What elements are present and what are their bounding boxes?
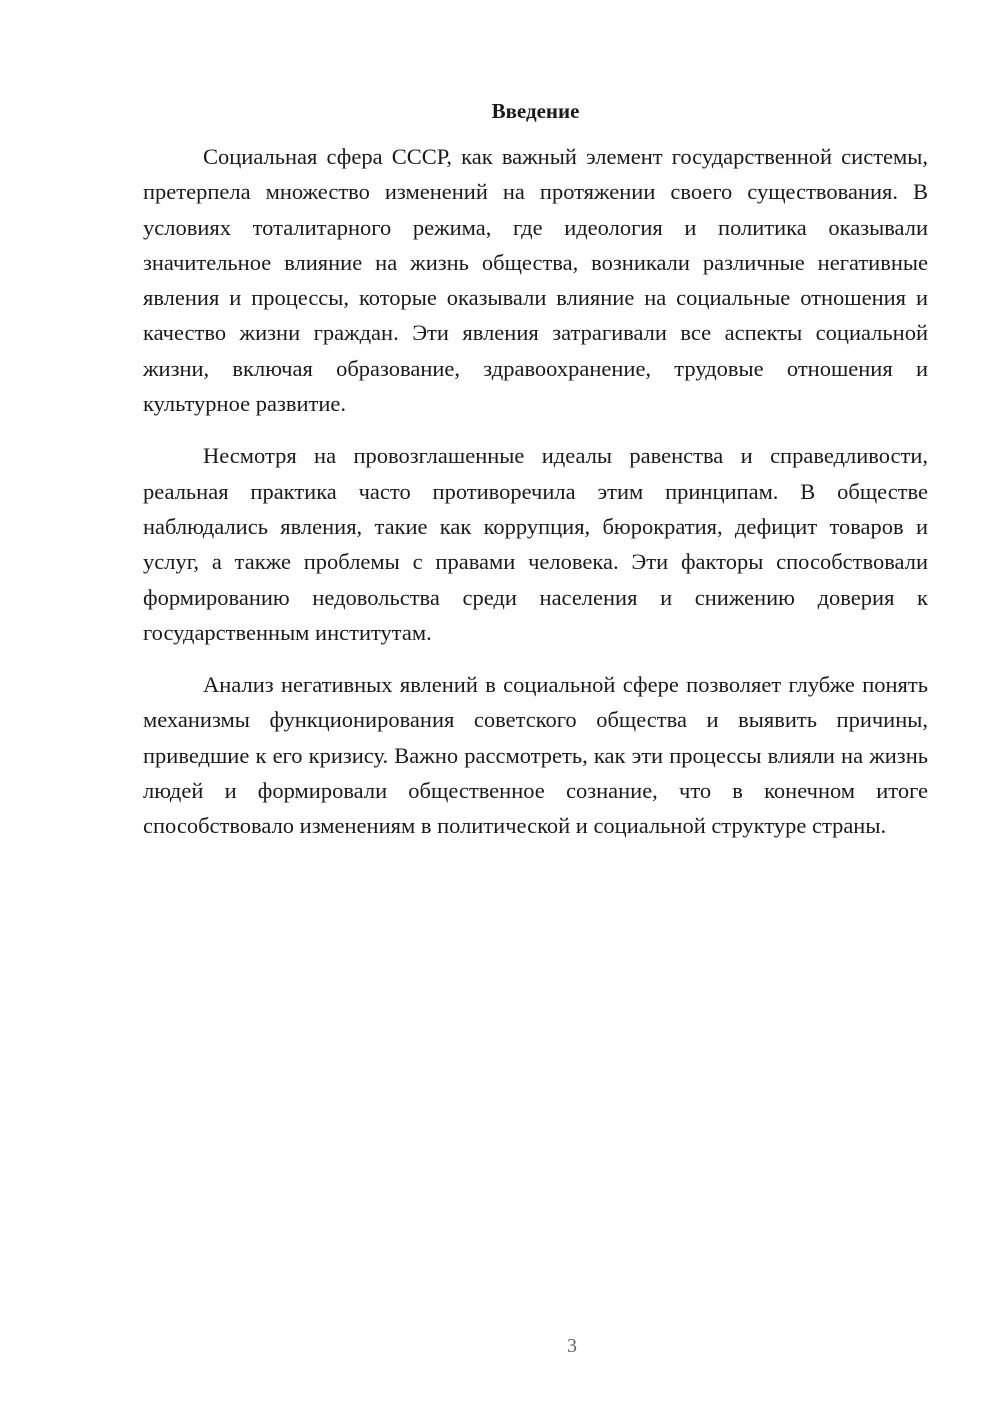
paragraph-1: Социальная сфера СССР, как важный элемент государственной системы, претерпела множество изменений на протяжении своего существования. В условиях тоталитарного режима, где идеология и политика оказывали значительное влияние на жизнь общества, возникали различные негативные явления и процессы, которые оказывали влияние на социальные отношения и качество жизни граждан. Эти явления затрагивали все аспекты социальной жизни, включая образование, здравоохранение, трудовые отношения и культурное развитие.: [143, 144, 928, 417]
paragraph-3: Анализ негативных явлений в социальной сфере позволяет глубже понять механизмы функционирования советского общества и выявить причины, приведшие к его кризису. Важно рассмотреть, как эти процессы влияли на жизнь людей и формировали общественное сознание, что в конечном итоге способствовало изменениям в политической и социальной структуре страны.: [143, 672, 928, 839]
page-content: [143, 96, 928, 861]
page-number: 3: [567, 1335, 577, 1357]
section-heading: Введение: [491, 99, 580, 123]
paragraph-2: Несмотря на провозглашенные идеалы равенства и справедливости, реальная практика часто противоречила этим принципам. В обществе наблюдались явления, такие как коррупция, бюрократия, дефицит товаров и услуг, а также проблемы с правами человека. Эти факторы способствовали формированию недовольства среди населения и снижению доверия к государственным институтам.: [143, 443, 928, 645]
